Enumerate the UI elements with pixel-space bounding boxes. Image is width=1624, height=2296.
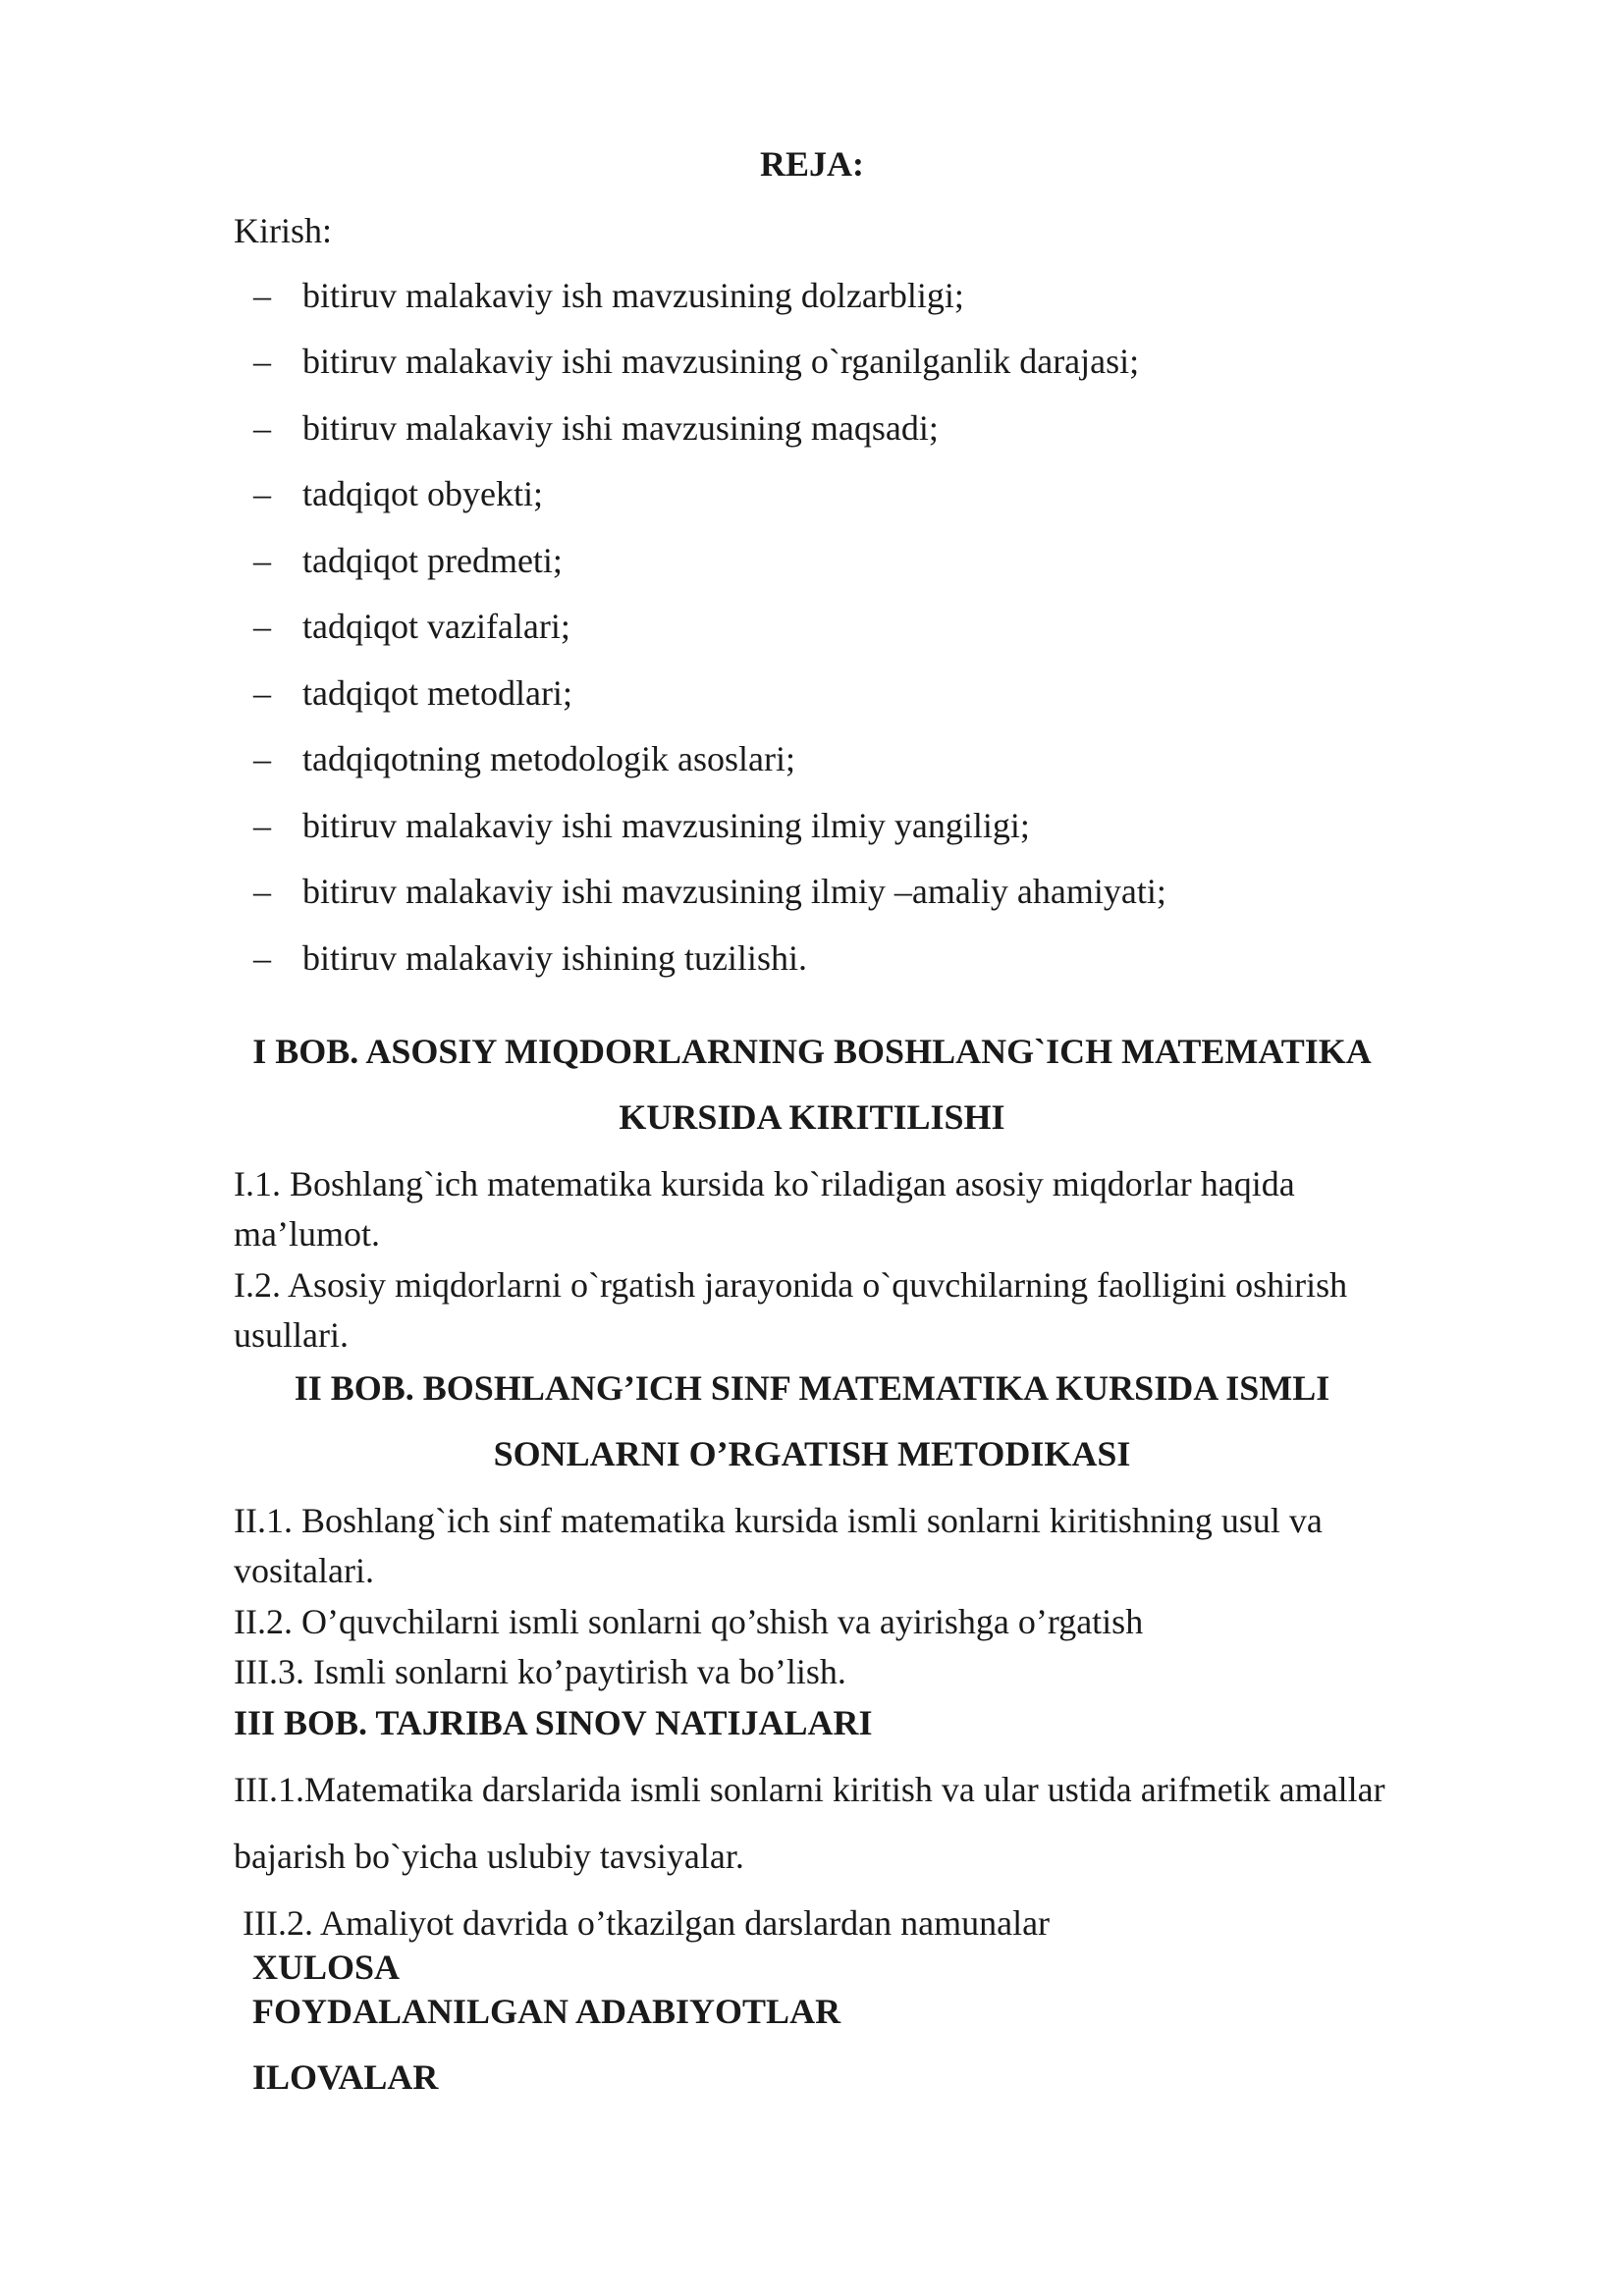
appendices-heading: ILOVALAR xyxy=(252,2057,439,2097)
section-2-1-line1: II.1. Boshlang`ich sinf matematika kursida ismli sonlarni kiritishning usul va xyxy=(234,1501,1323,1540)
list-item: tadqiqot metodlari; xyxy=(302,673,572,713)
list-item: tadqiqot obyekti; xyxy=(302,474,543,513)
list-dash: – xyxy=(253,673,271,713)
list-dash: – xyxy=(253,541,271,580)
list-dash: – xyxy=(253,342,271,381)
list-dash: – xyxy=(253,938,271,978)
list-item: bitiruv malakaviy ishi mavzusining ilmiy yangiligi; xyxy=(302,806,1030,845)
chapter2-heading-line1: II BOB. BOSHLANG’ICH SINF MATEMATIKA KURSIDA ISMLI xyxy=(294,1368,1330,1408)
chapter1-heading-line1: I BOB. ASOSIY MIQDORLARNING BOSHLANG`ICH MATEMATIKA xyxy=(252,1032,1372,1071)
list-item: tadqiqot predmeti; xyxy=(302,541,563,580)
section-2-2: II.2. O’quvchilarni ismli sonlarni qo’shish va ayirishga o’rgatish xyxy=(234,1602,1144,1641)
list-item: tadqiqot vazifalari; xyxy=(302,607,570,646)
section-2-1-line2: vositalari. xyxy=(234,1551,374,1590)
page-title: REJA: xyxy=(760,144,864,184)
list-dash: – xyxy=(253,276,271,315)
chapter3-heading: III BOB. TAJRIBA SINOV NATIJALARI xyxy=(234,1703,873,1742)
list-dash: – xyxy=(253,872,271,911)
list-item: bitiruv malakaviy ishining tuzilishi. xyxy=(302,938,807,978)
section-1-2-line2: usullari. xyxy=(234,1315,349,1355)
section-3-2: III.2. Amaliyot davrida o’tkazilgan darslardan namunalar xyxy=(243,1903,1051,1943)
list-dash: – xyxy=(253,474,271,513)
list-item: bitiruv malakaviy ishi mavzusining ilmiy –amaliy ahamiyati; xyxy=(302,872,1166,911)
section-1-1-line1: I.1. Boshlang`ich matematika kursida ko`riladigan asosiy miqdorlar haqida xyxy=(234,1164,1295,1203)
conclusion-heading: XULOSA xyxy=(252,1948,401,1987)
list-dash: – xyxy=(253,408,271,448)
section-3-1-line1: III.1.Matematika darslarida ismli sonlarni kiritish va ular ustida arifmetik amallar xyxy=(234,1770,1385,1809)
list-item: tadqiqotning metodologik asoslari; xyxy=(302,739,795,778)
list-item: bitiruv malakaviy ish mavzusining dolzarbligi; xyxy=(302,276,964,315)
intro-label: Kirish: xyxy=(234,211,333,250)
chapter1-heading-line2: KURSIDA KIRITILISHI xyxy=(619,1097,1005,1137)
list-item: bitiruv malakaviy ishi mavzusining maqsadi; xyxy=(302,408,939,448)
section-2-3: III.3. Ismli sonlarni ko’paytirish va bo’lish. xyxy=(234,1652,846,1691)
list-item: bitiruv malakaviy ishi mavzusining o`rganilganlik darajasi; xyxy=(302,342,1140,381)
section-1-2-line1: I.2. Asosiy miqdorlarni o`rgatish jarayonida o`quvchilarning faolligini oshirish xyxy=(234,1265,1348,1305)
chapter2-heading-line2: SONLARNI O’RGATISH METODIKASI xyxy=(493,1434,1131,1473)
list-dash: – xyxy=(253,607,271,646)
section-1-1-line2: ma’lumot. xyxy=(234,1214,380,1254)
list-dash: – xyxy=(253,739,271,778)
references-heading: FOYDALANILGAN ADABIYOTLAR xyxy=(252,1992,841,2031)
section-3-1-line2: bajarish bo`yicha uslubiy tavsiyalar. xyxy=(234,1837,744,1876)
list-dash: – xyxy=(253,806,271,845)
